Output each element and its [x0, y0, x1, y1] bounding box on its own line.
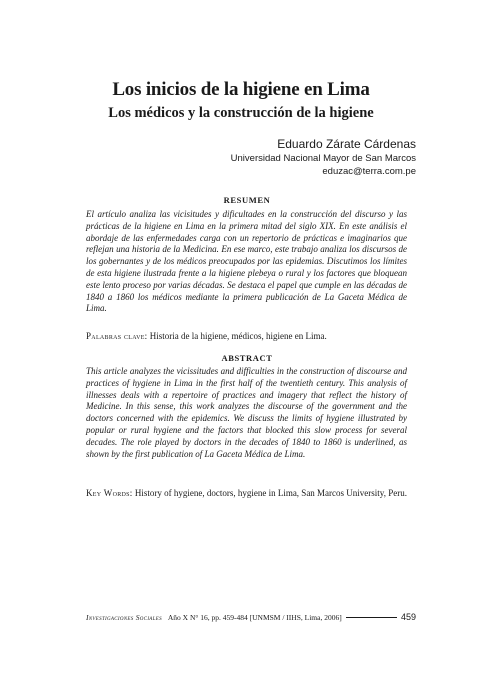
- key-words-text: History of hygiene, doctors, hygiene in Lima, San Marcos University, Peru.: [134, 488, 407, 498]
- key-words-label: Key Words:: [86, 488, 133, 498]
- journal-name: Investigaciones Sociales: [86, 613, 162, 622]
- author-name: Eduardo Zárate Cárdenas: [277, 137, 416, 151]
- palabras-clave: [86, 331, 407, 343]
- palabras-clave-text: Historia de la higiene, médicos, higiene en Lima.: [149, 331, 327, 341]
- page-footer: [86, 612, 416, 623]
- article-subtitle: Los médicos y la construcción de la higiene: [108, 105, 374, 121]
- author-affiliation: Universidad Nacional Mayor de San Marcos: [230, 153, 416, 164]
- author-block: [231, 137, 416, 178]
- article-title: Los inicios de la higiene en Lima: [112, 79, 370, 100]
- author-email: eduzac@terra.com.pe: [322, 166, 416, 177]
- abstract-text: This article analyzes the vicissitudes and difficulties in the construction of discourse and practices of hygiene in Lima in the first half of the twentieth century. This analysis of illnesses deals with a repertoire of practices and imagery that reflect the history of Medicine. In this sense, this work analyzes the discourse of the government and the doctors concerned with the epidemics. We discuss the limits of hygiene illustrated by popular or rural hygiene and the factors that blocked this slow process for several decades. The role played by doctors in the decades of 1840 to 1860 is underlined, as shown by the first publication of La Gaceta Médica de Lima.: [86, 366, 407, 459]
- key-words: [86, 488, 407, 500]
- resumen-text: El artículo analiza las vicisitudes y dificultades en la construcción del discurso y las prácticas de la higiene en Lima en la primera mitad del siglo XIX. En este análisis el abordaje de las enfermedades carga con un repertorio de prácticas e imaginarios que reflejan una historia de la Medicina. En ese marco, este trabajo analiza los discursos de los gobernantes y de los médicos preocupados por las epidemias. Discutimos los límites de esta higiene ilustrada frente a la higiene plebeya o rural y los factores que bloquean este lento proceso por varias décadas. Se destaca el papel que cumple en las décadas de 1840 a 1860 los médicos mediante la primera publicación de La Gaceta Médica de Lima.: [86, 209, 407, 314]
- abstract-heading: ABSTRACT: [221, 353, 273, 363]
- footer-rule: [346, 617, 397, 618]
- page-number: 459: [400, 612, 416, 622]
- palabras-clave-label: Palabras clave:: [86, 331, 148, 341]
- resumen-heading: RESUMEN: [223, 195, 271, 205]
- issue-info: Año X N° 16, pp. 459-484 [UNMSM / IIHS, Lima, 2006]: [167, 613, 342, 622]
